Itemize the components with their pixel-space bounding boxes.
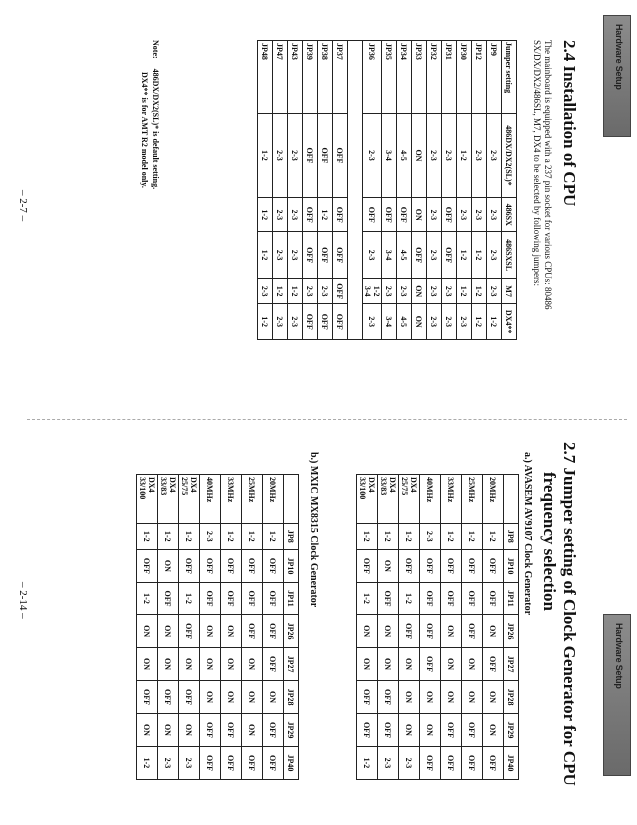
table-cell: 1-2	[487, 304, 502, 340]
table-cell: 2-3	[487, 198, 502, 232]
table-cell: OFF	[420, 746, 441, 779]
table-cell: 1-2	[378, 523, 399, 549]
table-cell: 1-2	[258, 113, 273, 198]
table-cell: ON	[462, 648, 483, 681]
table-row	[412, 41, 427, 340]
table-cell: OFF	[318, 113, 333, 198]
table-cell: 2-3	[420, 523, 441, 549]
table-cell: 2-3	[273, 232, 288, 279]
table-header-row	[284, 475, 299, 780]
table-cell: ON	[412, 198, 427, 232]
page-number: – 2-7 –	[17, 190, 29, 222]
table-row	[242, 475, 263, 780]
table-cell: 2-3	[427, 232, 442, 279]
table-cell: ON	[420, 681, 441, 714]
table-cell: OFF	[420, 549, 441, 582]
table-row	[258, 41, 273, 340]
table-cell: 1-2	[273, 279, 288, 304]
column-header: DX4**	[502, 304, 517, 340]
column-header: JP11	[284, 582, 299, 614]
table-cell: OFF	[158, 582, 179, 614]
table-cell: ON	[200, 648, 221, 681]
table-cell: OFF	[483, 549, 504, 582]
table-cell: OFF	[382, 198, 397, 232]
table-cell: ON	[412, 279, 427, 304]
table-cell: 1-2	[457, 232, 472, 279]
group-spacer	[348, 41, 363, 340]
table-cell: OFF	[420, 582, 441, 614]
note-line-1: 486DX/DX2(SL)* is default setting.	[151, 68, 160, 190]
table-cell: OFF	[357, 681, 378, 714]
table-cell: 2-3	[427, 279, 442, 304]
row-label: JP35	[382, 41, 397, 114]
table-cell: 2-3	[318, 279, 333, 304]
table-cell: OFF	[462, 615, 483, 648]
table-cell: OFF	[441, 549, 462, 582]
table-cell: 1-2	[457, 113, 472, 198]
table-cell: OFF	[420, 648, 441, 681]
column-header: JP28	[504, 681, 519, 714]
table-cell: 1-2	[472, 232, 487, 279]
table-cell: 2-3	[487, 279, 502, 304]
table-cell: ON	[263, 681, 284, 714]
table-cell: OFF	[333, 304, 348, 340]
table-cell: 3-4	[382, 113, 397, 198]
row-label: 40MHz	[200, 475, 221, 524]
table-cell: ON	[137, 713, 158, 746]
table-cell: OFF	[303, 113, 318, 198]
table-cell: ON	[158, 648, 179, 681]
column-header: JP11	[504, 582, 519, 614]
row-label: JP32	[427, 41, 442, 114]
table-cell: 3-4	[382, 304, 397, 340]
table-header-row	[504, 475, 519, 780]
table-cell: 1-2	[357, 582, 378, 614]
table-cell: ON	[441, 648, 462, 681]
row-label: JP9	[487, 41, 502, 114]
table-cell: 2-3	[273, 113, 288, 198]
column-header: JP28	[284, 681, 299, 714]
row-label: JP38	[318, 41, 333, 114]
table-cell: ON	[441, 681, 462, 714]
subheading-a: a.) AVASEM AV9107 Clock Generator	[522, 452, 533, 616]
table-row	[378, 475, 399, 780]
table-cell: ON	[483, 713, 504, 746]
table-cell: 2-3	[273, 198, 288, 232]
table-cell: 2-3	[397, 279, 412, 304]
table-cell: OFF	[263, 549, 284, 582]
clock-table-b	[136, 474, 299, 780]
row-label: JP33	[412, 41, 427, 114]
table-cell: OFF	[263, 615, 284, 648]
table-cell: OFF	[242, 615, 263, 648]
table-cell: ON	[399, 713, 420, 746]
column-header: JP29	[504, 713, 519, 746]
table-row	[442, 41, 457, 340]
table-row	[399, 475, 420, 780]
column-header: Jumper setting	[502, 41, 517, 114]
table-cell: OFF	[242, 582, 263, 614]
table-cell: 2-3	[378, 746, 399, 779]
table-cell: 2-3	[273, 304, 288, 340]
table-cell: 1-2	[288, 279, 303, 304]
row-label: 33MHz	[441, 475, 462, 524]
page-number: – 2-14 –	[17, 582, 29, 619]
header-tab-label: Hardware Setup	[614, 623, 624, 689]
column-header: JP8	[284, 523, 299, 549]
table-cell: 1-2	[472, 279, 487, 304]
table-cell: OFF	[441, 746, 462, 779]
header-tab-label: Hardware Setup	[614, 24, 624, 90]
table-cell: 1-2	[179, 523, 200, 549]
table-cell: 2-3	[457, 304, 472, 340]
table-cell: OFF	[242, 549, 263, 582]
table-cell: OFF	[442, 232, 457, 279]
table-cell: 1-2	[137, 523, 158, 549]
table-cell: OFF	[318, 232, 333, 279]
table-cell: 2-3	[288, 113, 303, 198]
table-cell: OFF	[318, 304, 333, 340]
row-label: JP30	[457, 41, 472, 114]
table-cell: OFF	[221, 746, 242, 779]
table-cell: 2-3	[487, 113, 502, 198]
header-tab	[603, 15, 631, 137]
table-cell: 3-4	[382, 232, 397, 279]
table-cell: OFF	[179, 615, 200, 648]
table-cell: OFF	[221, 713, 242, 746]
table-cell: ON	[399, 681, 420, 714]
table-cell: ON	[137, 648, 158, 681]
table-cell: 1-2	[318, 198, 333, 232]
table-cell: OFF	[378, 713, 399, 746]
row-label: DX4 33/83	[158, 475, 179, 524]
table-cell: 2-3	[427, 304, 442, 340]
row-label: JP48	[258, 41, 273, 114]
table-cell: 2-3	[363, 232, 382, 279]
table-cell: 4-5	[397, 113, 412, 198]
table-cell: 2-3	[487, 232, 502, 279]
table-cell: 1-2	[221, 523, 242, 549]
table-cell: 1-2	[399, 523, 420, 549]
row-label: JP39	[303, 41, 318, 114]
table-cell: 4-5	[397, 304, 412, 340]
row-label: DX4 25/75	[399, 475, 420, 524]
table-cell: 1-2	[263, 523, 284, 549]
table-cell: 1-2	[441, 523, 462, 549]
table-cell: 2-3	[288, 304, 303, 340]
section-title-cont: frequency selection	[540, 472, 559, 611]
table-cell: 2-3	[303, 279, 318, 304]
clock-table-a	[356, 474, 519, 780]
table-cell: OFF	[200, 746, 221, 779]
table-cell: 1-2	[258, 232, 273, 279]
row-label: DX4 33/100	[357, 475, 378, 524]
table-cell: 2-3	[382, 279, 397, 304]
table-cell: OFF	[137, 681, 158, 714]
table-cell: OFF	[442, 198, 457, 232]
table-cell: ON	[420, 713, 441, 746]
table-cell: OFF	[441, 582, 462, 614]
table-cell: 1-2	[472, 304, 487, 340]
table-row	[462, 475, 483, 780]
column-header: JP27	[504, 648, 519, 681]
table-cell: OFF	[441, 713, 462, 746]
table-cell: 1-2	[457, 279, 472, 304]
section-title: 2.4 Installation of CPU	[560, 40, 579, 207]
header-tab	[603, 614, 631, 776]
row-label: 20MHz	[483, 475, 504, 524]
table-cell: OFF	[363, 198, 382, 232]
table-cell: OFF	[483, 582, 504, 614]
row-label: JP37	[333, 41, 348, 114]
table-cell: OFF	[462, 746, 483, 779]
table-cell: OFF	[378, 681, 399, 714]
table-cell: 2-3	[427, 198, 442, 232]
table-cell: ON	[221, 681, 242, 714]
table-cell: OFF	[200, 549, 221, 582]
table-row	[357, 475, 378, 780]
table-row	[382, 41, 397, 340]
row-label: JP36	[363, 41, 382, 114]
row-label: 20MHz	[263, 475, 284, 524]
table-cell: OFF	[333, 113, 348, 198]
table-cell: ON	[242, 648, 263, 681]
table-row	[303, 41, 318, 340]
table-cell: 4-5	[397, 232, 412, 279]
table-cell: ON	[399, 648, 420, 681]
column-header: 486DX/DX2(SL)*	[502, 113, 517, 198]
row-label: DX4 33/100	[137, 475, 158, 524]
table-cell: 2-3	[288, 198, 303, 232]
table-cell: ON	[357, 615, 378, 648]
table-cell: ON	[200, 615, 221, 648]
table-cell: ON	[483, 615, 504, 648]
table-cell: OFF	[221, 549, 242, 582]
table-row	[397, 41, 412, 340]
table-cell: ON	[179, 648, 200, 681]
table-cell: OFF	[263, 746, 284, 779]
table-header-row	[502, 41, 517, 340]
table-cell: ON	[378, 648, 399, 681]
column-header	[284, 475, 299, 524]
table-cell: OFF	[242, 746, 263, 779]
table-cell: OFF	[303, 304, 318, 340]
table-cell: 2-3	[179, 746, 200, 779]
table-cell: 1-2	[242, 523, 263, 549]
column-header: JP27	[284, 648, 299, 681]
table-cell: OFF	[483, 648, 504, 681]
table-cell: OFF	[333, 279, 348, 304]
table-cell: OFF	[483, 746, 504, 779]
table-cell: OFF	[399, 549, 420, 582]
column-header: JP40	[504, 746, 519, 779]
intro-paragraph: The mainboard is equipped with a 237 pin socket for various CPUs: 80486 SX/DX/DX2/486SL, M7, DX4 to be selected by following jumpers:	[532, 40, 553, 310]
table-cell: ON	[137, 615, 158, 648]
table-row	[288, 41, 303, 340]
table-cell: OFF	[263, 713, 284, 746]
row-label: DX4 33/83	[378, 475, 399, 524]
column-header: 486SX	[502, 198, 517, 232]
table-cell: ON	[221, 648, 242, 681]
table-row	[263, 475, 284, 780]
table-cell: ON	[357, 648, 378, 681]
table-cell: ON	[158, 615, 179, 648]
table-cell: 2-3	[258, 279, 273, 304]
table-row	[273, 41, 288, 340]
table-cell: OFF	[221, 582, 242, 614]
table-cell: OFF	[399, 615, 420, 648]
table-row	[363, 41, 382, 340]
table-cell: ON	[441, 615, 462, 648]
table-cell: OFF	[357, 549, 378, 582]
row-label: JP43	[288, 41, 303, 114]
note-label: Note:	[151, 40, 160, 59]
row-label: JP31	[442, 41, 457, 114]
table-cell: ON	[200, 681, 221, 714]
column-header: JP40	[284, 746, 299, 779]
table-cell: 1-2	[258, 304, 273, 340]
table-row	[318, 41, 333, 340]
column-header: JP10	[504, 549, 519, 582]
table-cell: OFF	[412, 232, 427, 279]
column-header	[504, 475, 519, 524]
table-cell: OFF	[397, 198, 412, 232]
table-cell: OFF	[462, 713, 483, 746]
table-cell: OFF	[462, 582, 483, 614]
table-cell: OFF	[158, 681, 179, 714]
table-cell: ON	[242, 713, 263, 746]
table-row	[158, 475, 179, 780]
table-cell: 1-2	[258, 198, 273, 232]
table-row	[221, 475, 242, 780]
table-cell: ON	[412, 113, 427, 198]
table-cell: OFF	[200, 713, 221, 746]
table-cell: OFF	[303, 232, 318, 279]
table-row	[200, 475, 221, 780]
spacer-cell	[348, 41, 363, 340]
table-cell: OFF	[179, 681, 200, 714]
table-cell: ON	[462, 681, 483, 714]
table-row	[472, 41, 487, 340]
table-cell: 2-3	[399, 746, 420, 779]
table-cell: ON	[483, 681, 504, 714]
table-row	[487, 41, 502, 340]
row-label: DX4 25/75	[179, 475, 200, 524]
table-cell: 2-3	[158, 746, 179, 779]
table-cell: 1-2	[357, 523, 378, 549]
table-cell: OFF	[200, 582, 221, 614]
table-cell: OFF	[263, 582, 284, 614]
table-cell: 2-3	[472, 113, 487, 198]
table-cell: OFF	[357, 713, 378, 746]
table-cell: OFF	[179, 549, 200, 582]
subheading-b: b.) MXIC MX8315 Clock Generator	[308, 452, 319, 608]
table-cell: 1-2	[158, 523, 179, 549]
table-cell: 2-3	[442, 113, 457, 198]
table-cell: 2-3	[442, 279, 457, 304]
table-cell: 1-2	[179, 582, 200, 614]
table-cell: 1-2	[137, 582, 158, 614]
section-title: 2.7 Jumper setting of Clock Generator for CPU	[560, 442, 579, 786]
note-block	[139, 40, 161, 189]
table-cell: ON	[412, 304, 427, 340]
column-header: JP26	[284, 615, 299, 648]
column-header: 486SXSL	[502, 232, 517, 279]
table-cell: OFF	[420, 615, 441, 648]
table-cell: 2-3	[200, 523, 221, 549]
page-2-14	[0, 412, 637, 825]
table-cell: 2-3	[288, 232, 303, 279]
table-cell: 2-3	[427, 113, 442, 198]
table-cell: OFF	[462, 549, 483, 582]
table-cell: ON	[378, 549, 399, 582]
note-line-2: DX4** is for AMT R2 model only.	[140, 72, 149, 188]
table-cell: 2-3	[363, 113, 382, 198]
table-cell: ON	[242, 681, 263, 714]
column-header: JP29	[284, 713, 299, 746]
row-label: 33MHz	[221, 475, 242, 524]
column-header: JP26	[504, 615, 519, 648]
table-cell: 2-3	[472, 198, 487, 232]
table-row	[137, 475, 158, 780]
column-header: JP10	[284, 549, 299, 582]
row-label: 40MHz	[420, 475, 441, 524]
table-row	[457, 41, 472, 340]
row-label: 25MHz	[462, 475, 483, 524]
page-2-7	[0, 0, 637, 412]
table-cell: ON	[221, 615, 242, 648]
cpu-jumper-table	[257, 40, 517, 340]
row-label: JP47	[273, 41, 288, 114]
table-cell: 1-2	[137, 746, 158, 779]
table-cell: 1-2	[357, 746, 378, 779]
row-label: JP34	[397, 41, 412, 114]
table-cell: ON	[378, 615, 399, 648]
table-cell: ON	[179, 713, 200, 746]
table-row	[427, 41, 442, 340]
table-cell: OFF	[263, 648, 284, 681]
table-row	[179, 475, 200, 780]
table-cell: 1-2	[399, 582, 420, 614]
table-cell: 1-2 3-4	[363, 279, 382, 304]
table-cell: OFF	[333, 232, 348, 279]
table-row	[441, 475, 462, 780]
table-cell: ON	[158, 549, 179, 582]
table-cell: OFF	[378, 582, 399, 614]
column-header: M7	[502, 279, 517, 304]
table-cell: 2-3	[457, 198, 472, 232]
row-label: 25MHz	[242, 475, 263, 524]
table-cell: OFF	[137, 549, 158, 582]
table-row	[483, 475, 504, 780]
table-cell: OFF	[303, 198, 318, 232]
column-header: JP8	[504, 523, 519, 549]
table-cell: OFF	[333, 198, 348, 232]
table-row	[333, 41, 348, 340]
table-cell: 2-3	[442, 304, 457, 340]
table-cell: 1-2	[462, 523, 483, 549]
table-row	[420, 475, 441, 780]
row-label: JP12	[472, 41, 487, 114]
table-cell: 1-2	[483, 523, 504, 549]
table-cell: ON	[158, 713, 179, 746]
table-cell: 2-3	[363, 304, 382, 340]
